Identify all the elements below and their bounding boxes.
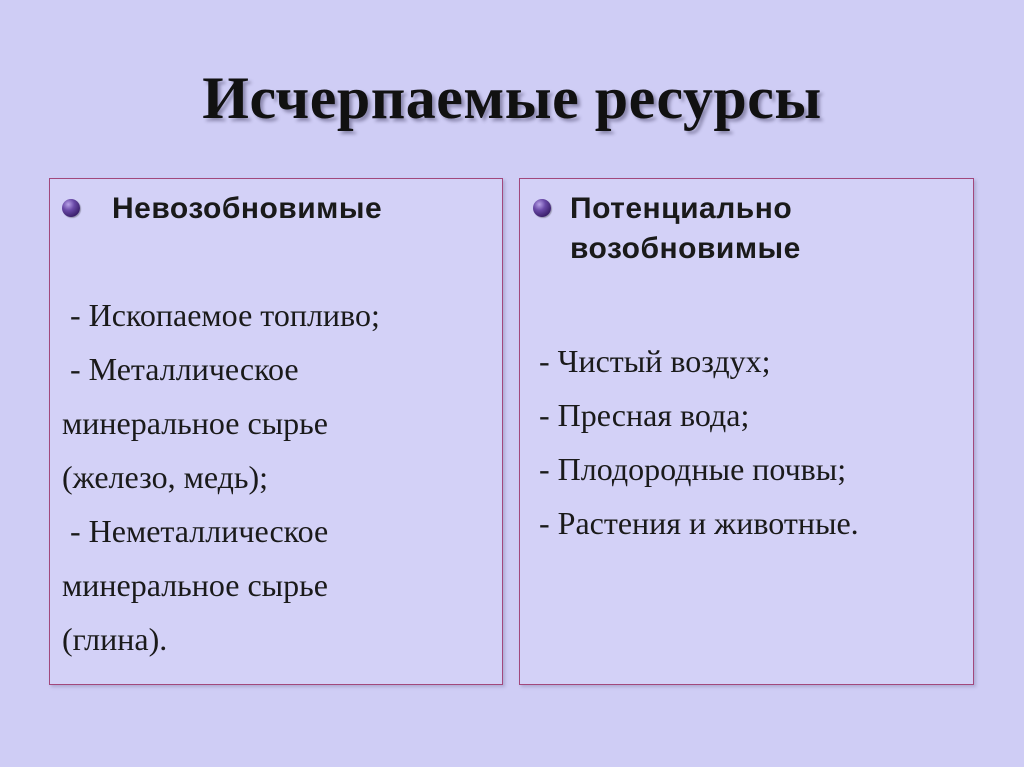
nonrenewable-heading: Невозобновимые <box>112 192 383 225</box>
list-item: (железо, медь); <box>62 459 269 495</box>
list-item: - Металлическое <box>62 351 299 387</box>
bullet-sphere-icon <box>62 199 80 217</box>
renewable-heading-line2: возобновимые <box>570 232 801 265</box>
bullet-sphere-icon <box>533 199 551 217</box>
list-item: - Ископаемое топливо; <box>62 297 380 333</box>
list-item: минеральное сырье <box>62 567 328 603</box>
nonrenewable-box <box>49 178 503 685</box>
list-item: (глина). <box>62 621 168 657</box>
renewable-heading-line1: Потенциально <box>570 192 793 225</box>
list-item: - Чистый воздух; <box>539 343 771 379</box>
renewable-list <box>539 334 964 550</box>
list-item: минеральное сырье <box>62 405 328 441</box>
renewable-box <box>519 178 974 685</box>
list-item: - Неметаллическое <box>62 513 329 549</box>
list-item: - Пресная вода; <box>539 397 750 433</box>
slide-title: Исчерпаемые ресурсы <box>202 65 822 131</box>
renewable-heading <box>570 189 801 269</box>
list-item: - Растения и животные. <box>539 505 859 541</box>
nonrenewable-list <box>62 288 492 666</box>
list-item: - Плодородные почвы; <box>539 451 847 487</box>
